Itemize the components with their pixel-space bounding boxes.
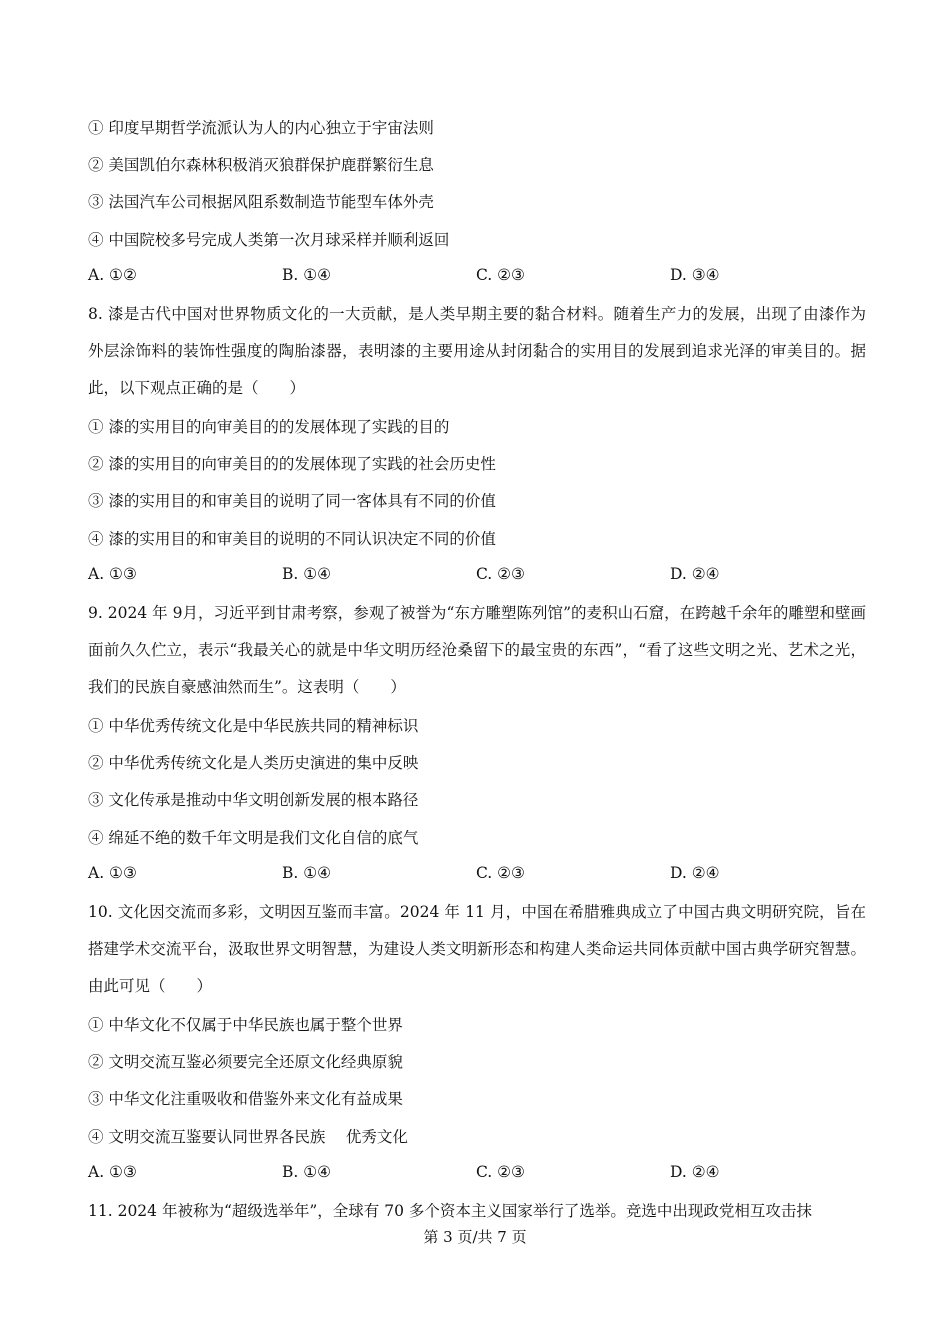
- q7-item-1: ① 印度早期哲学流派认为人的内心独立于宇宙法则: [88, 119, 434, 137]
- q7-option-c: C. ②③: [476, 266, 525, 284]
- q9-item-2: ② 中华优秀传统文化是人类历史演进的集中反映: [88, 754, 419, 772]
- q11-stem: 11. 2024 年被称为“超级选举年”，全球有 70 多个资本主义国家举行了选举。竞选中出现政党相互攻击抹: [88, 1202, 812, 1220]
- q9-item-1: ① 中华优秀传统文化是中华民族共同的精神标识: [88, 717, 419, 735]
- q10-item-1: ① 中华文化不仅属于中华民族也属于整个世界: [88, 1016, 403, 1034]
- q9-item-4: ④ 绵延不绝的数千年文明是我们文化自信的底气: [88, 829, 419, 847]
- q8-item-3: ③ 漆的实用目的和审美目的说明了同一客体具有不同的价值: [88, 492, 496, 510]
- q9-option-d: D. ②④: [670, 864, 720, 882]
- q7-item-2: ② 美国凯伯尔森林积极消灭狼群保护鹿群繁衍生息: [88, 156, 434, 174]
- q8-option-c: C. ②③: [476, 565, 525, 583]
- q10-option-d: D. ②④: [670, 1163, 720, 1181]
- q9-options: [88, 864, 866, 888]
- q10-item-3: ③ 中华文化注重吸收和借鉴外来文化有益成果: [88, 1090, 403, 1108]
- q8-stem: 8. 漆是古代中国对世界物质文化的一大贡献，是人类早期主要的黏合材料。随着生产力的发展，出现了由漆作为外层涂饰料的装饰性强度的陶胎漆器，表明漆的主要用途从封闭黏合的实用目的发展到追求光泽的审美目的。据此，以下观点正确的是（ ）: [88, 305, 866, 397]
- q9-option-b: B. ①④: [282, 864, 332, 882]
- q9-option-c: C. ②③: [476, 864, 525, 882]
- q8-item-1: ① 漆的实用目的向审美目的的发展体现了实践的目的: [88, 418, 450, 436]
- q7-item-4: ④ 中国院校多号完成人类第一次月球采样并顺利返回: [88, 231, 450, 249]
- q9-item-3: ③ 文化传承是推动中华文明创新发展的根本路径: [88, 791, 419, 809]
- q10-option-b: B. ①④: [282, 1163, 332, 1181]
- q10-stem: 10. 文化因交流而多彩，文明因互鉴而丰富。2024 年 11 月，中国在希腊雅典成立了中国古典文明研究院，旨在搭建学术交流平台，汲取世界文明智慧，为建设人类文明新形态和构建人类命运共同体贡献中国古典学研究智慧。由此可见（ ）: [88, 903, 866, 995]
- q7-option-a: A. ①②: [88, 266, 137, 284]
- q10-item-4: ④ 文明交流互鉴要认同世界各民族 优秀文化: [88, 1128, 408, 1146]
- q8-option-a: A. ①③: [88, 565, 137, 583]
- q10-item-2: ② 文明交流互鉴必须要完全还原文化经典原貌: [88, 1053, 403, 1071]
- q8-option-d: D. ②④: [670, 565, 720, 583]
- q7-options: [88, 266, 866, 290]
- q7-option-d: D. ③④: [670, 266, 720, 284]
- q10-option-a: A. ①③: [88, 1163, 137, 1181]
- q8-option-b: B. ①④: [282, 565, 332, 583]
- q7-option-b: B. ①④: [282, 266, 332, 284]
- q10-option-c: C. ②③: [476, 1163, 525, 1181]
- q7-item-3: ③ 法国汽车公司根据风阻系数制造节能型车体外壳: [88, 193, 434, 211]
- q10-options: [88, 1163, 866, 1187]
- page-footer: 第 3 页/共 7 页: [423, 1228, 527, 1246]
- q9-stem: 9. 2024 年 9月，习近平到甘肃考察，参观了被誉为“东方雕塑陈列馆”的麦积山石窟，在跨越千余年的雕塑和壁画面前久久伫立，表示“我最关心的就是中华文明历经沧桑留下的最宝贵的东西”，“看了这些文明之光、艺术之光，我们的民族自豪感油然而生”。这表明（ ）: [88, 604, 866, 696]
- q8-options: [88, 565, 866, 589]
- q8-item-2: ② 漆的实用目的向审美目的的发展体现了实践的社会历史性: [88, 455, 496, 473]
- q8-item-4: ④ 漆的实用目的和审美目的说明的不同认识决定不同的价值: [88, 530, 496, 548]
- q9-option-a: A. ①③: [88, 864, 137, 882]
